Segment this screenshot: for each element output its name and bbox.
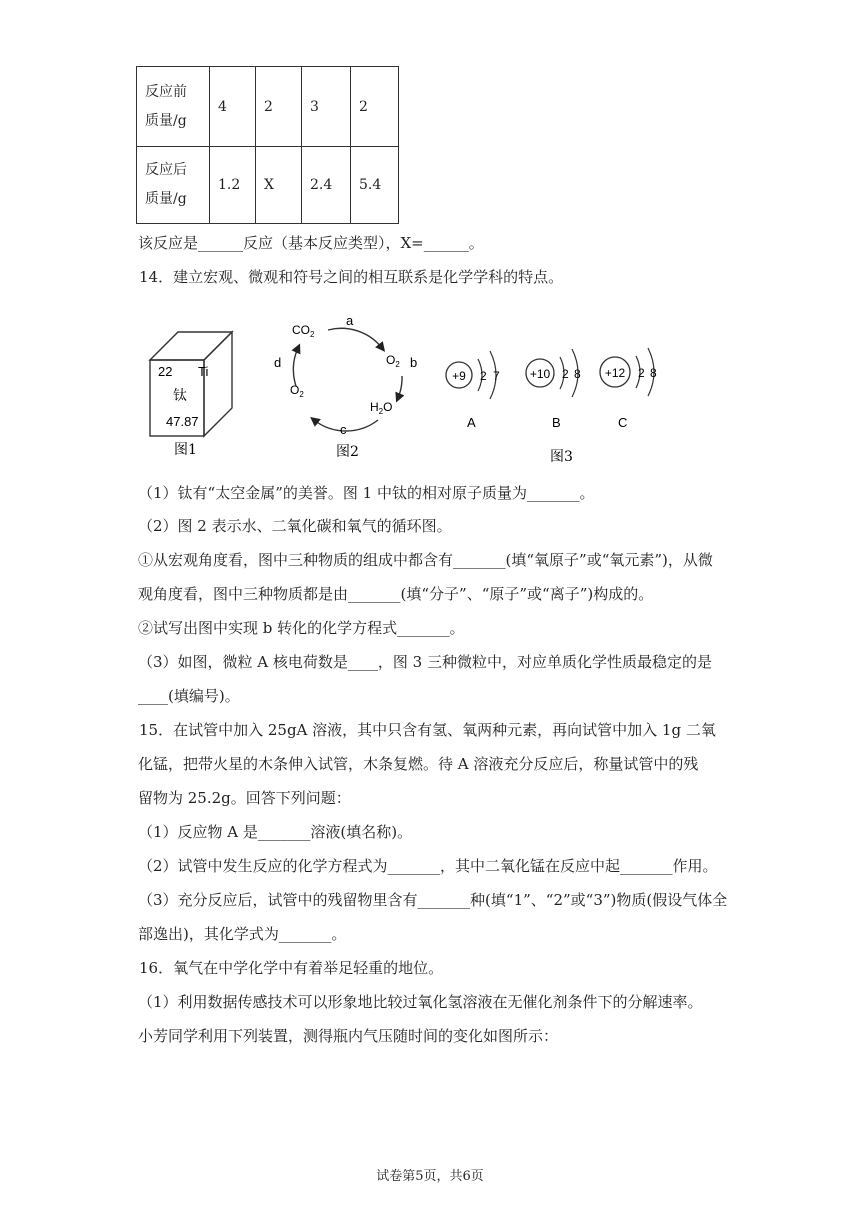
text-line: 观角度看，图中三种物质都是由_______(填“分子”、“原子”或“离子”)构成的。: [138, 585, 654, 603]
label-c: c: [340, 422, 347, 437]
element-cube-figure: [148, 330, 238, 458]
text-line: 部逸出)，其化学式为_______。: [138, 925, 347, 943]
text-line: ____(填编号)。: [138, 687, 240, 705]
svg-text:C: C: [618, 415, 628, 430]
svg-text:2: 2: [562, 367, 569, 381]
svg-text:2: 2: [638, 366, 645, 380]
label-d: d: [274, 355, 282, 370]
question-16: 16．氧气在中学化学中有着举足轻重的地位。: [139, 959, 444, 977]
text-line: （1）钛有“太空金属”的美誉。图 1 中钛的相对原子质量为_______。: [138, 484, 595, 502]
element-name: 钛: [173, 388, 187, 404]
table-cell: 5.4: [351, 147, 399, 224]
svg-text:2: 2: [480, 369, 487, 383]
figure-caption: 图2: [336, 444, 359, 460]
table-row: [137, 67, 399, 147]
row-label: 反应前 质量/g: [137, 67, 210, 147]
table-cell: 2: [256, 67, 302, 147]
element-symbol: Ti: [198, 364, 209, 379]
text-line: （2）试管中发生反应的化学方程式为_______，其中二氧化锰在反应中起_______作用。: [138, 857, 718, 875]
atom-structure-figure: [440, 345, 670, 467]
svg-text:8: 8: [574, 367, 581, 381]
text-line: （2）图 2 表示水、二氧化碳和氧气的循环图。: [138, 517, 452, 535]
text-line: ①从宏观角度看，图中三种物质的组成中都含有_______(填“氧原子”或“氧元素”)，从微: [138, 551, 713, 569]
table-cell: 2.4: [302, 147, 351, 224]
table-cell: 4: [210, 67, 256, 147]
text-line: 化锰，把带火星的木条伸入试管，木条复燃。待 A 溶液充分反应后，称量试管中的残: [138, 755, 699, 773]
cycle-diagram: [270, 318, 420, 463]
row-label: 反应后 质量/g: [137, 147, 210, 224]
svg-text:B: B: [552, 415, 561, 430]
table-cell: 1.2: [210, 147, 256, 224]
atom-b: [526, 349, 581, 430]
o2-formula-right: $O_2$: [386, 353, 400, 369]
o2-formula-left: $O_2$: [290, 383, 304, 399]
atomic-mass: 47.87: [166, 414, 199, 429]
text-line: ②试写出图中实现 b 转化的化学方程式_______。: [138, 619, 465, 637]
text-line: 留物为 25.2g。回答下列问题：: [138, 789, 351, 807]
text-line: （1）利用数据传感技术可以形象地比较过氧化氢溶液在无催化剂条件下的分解速率。: [138, 993, 703, 1011]
text-line: （3）充分反应后，试管中的残留物里含有_______种(填“1”、“2”或“3”)物质(假设气体全: [138, 891, 728, 909]
figure-caption: 图1: [174, 442, 197, 458]
question-15: 15．在试管中加入 25gA 溶液，其中只含有氢、氧两种元素，再向试管中加入 1g 二氧: [139, 721, 716, 739]
table-cell: 2: [351, 67, 399, 147]
svg-text:+10: +10: [529, 367, 551, 381]
text-line: 该反应是______反应（基本反应类型），X=______。: [138, 234, 484, 252]
text-line: 小芳同学利用下列装置，测得瓶内气压随时间的变化如图所示：: [138, 1027, 559, 1045]
page-footer: 试卷第5页，共6页: [376, 1169, 484, 1184]
atomic-number: 22: [158, 364, 173, 379]
figure-caption: 图3: [550, 449, 573, 465]
svg-text:8: 8: [650, 366, 657, 380]
svg-text:+9: +9: [452, 369, 466, 383]
svg-text:+12: +12: [604, 366, 626, 380]
label-a: a: [346, 318, 354, 328]
label-b: b: [410, 355, 418, 370]
svg-text:A: A: [467, 415, 476, 430]
co2-formula: $CO_2$: [292, 323, 315, 339]
atom-c: [600, 348, 657, 430]
table-row: [137, 147, 399, 224]
text-line: （3）如图，微粒 A 核电荷数是____，图 3 三种微粒中，对应单质化学性质最稳定的是: [138, 653, 712, 671]
table-cell: X: [256, 147, 302, 224]
text-line: （1）反应物 A 是_______溶液(填名称)。: [138, 823, 413, 841]
mass-table: [136, 66, 399, 224]
h2o-formula: $H_2O$: [370, 400, 393, 416]
table-cell: 3: [302, 67, 351, 147]
question-14: 14．建立宏观、微观和符号之间的相互联系是化学学科的特点。: [139, 268, 564, 286]
svg-text:7: 7: [493, 369, 500, 383]
atom-a: [446, 351, 500, 430]
